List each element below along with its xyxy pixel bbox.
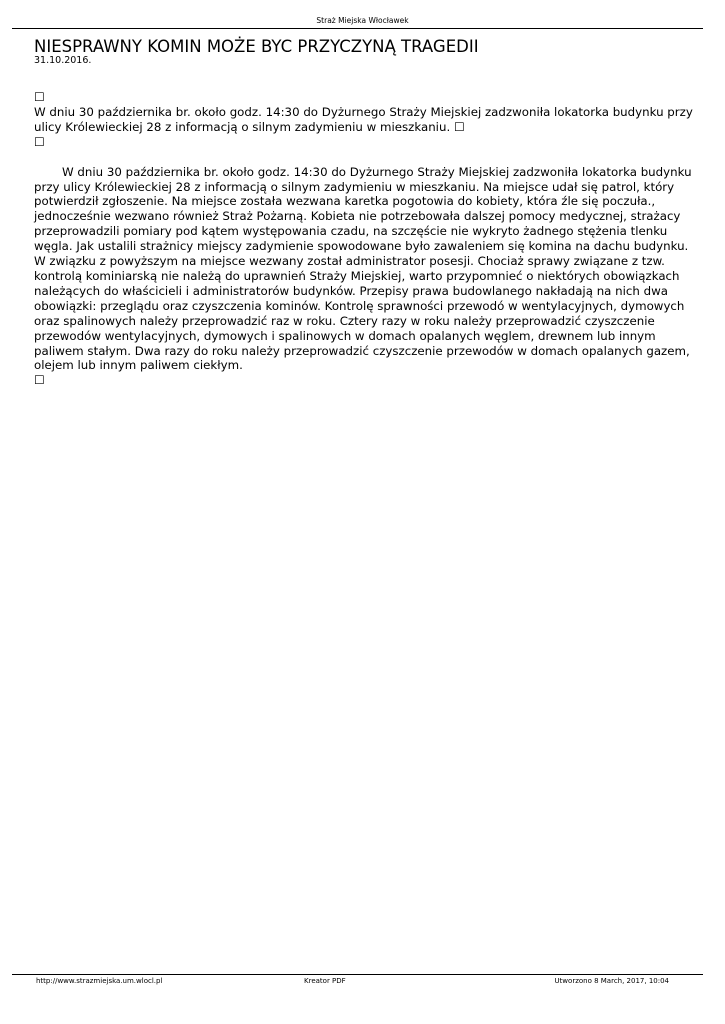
placeholder-box-icon: ☐ (34, 134, 45, 149)
placeholder-box-icon: ☐ (34, 90, 45, 104)
article-date: 31.10.2016. (34, 55, 92, 66)
footer-url-link[interactable]: http://www.strazmiejska.um.wlocl.pl (36, 977, 163, 985)
header-divider (12, 28, 703, 29)
article-body-text: W dniu 30 października br. około godz. 14:30 do Dyżurnego Straży Miejskiej zadzwoniła lokatorka budynku przy ulicy Królewieckiej 28 z informacją o silnym zadymieniu w mieszkaniu. Na miejsce udał się patrol, który potwierdził zgłoszenie. Na miejsce została wezwana karetka pogotowia do kobiety, która źle się poczuła., jednocześnie wezwano również Straż Pożarną. Kobieta nie potrzebowała dalszej pomocy medycznej, strażacy przeprowadzili pomiary pod kątem występowania czadu, na szczęście nie wykryto żadnego stężenia tlenku węgla. Jak ustalili strażnicy miejscy zadymienie spowodowane było zawaleniem się komina na dachu budynku. W związku z powyższym na miejsce wezwany został administrator posesji. Chociaż sprawy związane z tzw. kontrolą kominiarską nie należą do uprawnień Straży Miejskiej, warto przypomnieć o niektórych obowiązkach należących do właścicieli i administratorów budynków. Przepisy prawa budowlanego nakładają na nich dwa obowiązki: przeglądu oraz czyszczenia kominów. Kontrolę sprawności przewodó w wentylacyjnych, dymowych oraz spalinowych należy przeprowadzić raz w roku. Cztery razy w roku należy przeprowadzić czyszczenie przewodów wentylacyjnych, dymowych i spalinowych w domach opalanych węglem, drewnem lub innym paliwem stałym. Dwa razy do roku należy przeprowadzić czyszczenie przewodów w domach opalanych gazem, olejem lub innym paliwem ciekłym. (34, 164, 692, 373)
footer-divider (12, 974, 703, 975)
article-title: NIESPRAWNY KOMIN MOŻE BYC PRZYCZYNĄ TRAGEDII (34, 37, 479, 56)
article-body (34, 165, 694, 374)
article-content (34, 90, 694, 388)
footer-generator: Kreator PDF (304, 977, 346, 985)
footer-created-date: Utworzono 8 March, 2017, 10:04 (554, 977, 669, 985)
article-lead (34, 105, 694, 135)
page-header: Straż Miejska Włocławek (316, 16, 409, 25)
article-lead-text: W dniu 30 października br. około godz. 14:30 do Dyżurnego Straży Miejskiej zadzwoniła lokatorka budynku przy ulicy Królewieckiej 28 z informacją o silnym zadymieniu w mieszkaniu. (34, 104, 693, 134)
paragraph-spacer (34, 150, 694, 165)
placeholder-box-icon: ☐ (453, 119, 465, 134)
placeholder-box-icon: ☐ (34, 373, 45, 388)
